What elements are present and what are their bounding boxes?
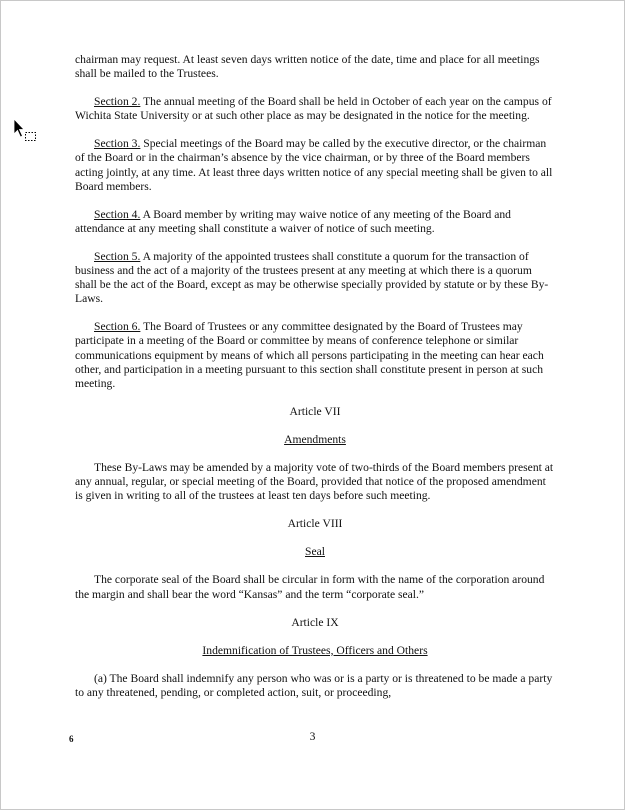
- document-body: [75, 53, 555, 700]
- article-8-subtitle-wrap: [75, 545, 555, 559]
- section-2-heading: Section 2.: [94, 95, 141, 109]
- article-8-title: Article VIII: [287, 517, 343, 531]
- page-number: 3: [309, 730, 316, 743]
- section-4-paragraph: [75, 208, 555, 236]
- article-9-title: Article IX: [291, 615, 339, 629]
- article-7-subtitle-wrap: [75, 433, 555, 447]
- section-3-heading: Section 3.: [94, 137, 141, 151]
- article-9-subtitle-wrap: [75, 644, 555, 658]
- section-2-paragraph: [75, 95, 555, 123]
- mouse-cursor-icon: [13, 118, 41, 144]
- section-5-heading: Section 5.: [94, 249, 141, 263]
- section-2-text: The annual meeting of the Board shall be held in October of each year on the campus of Wichita State University or at such other place as may be designated in the notice for the meeting.: [75, 95, 552, 123]
- article-9-subtitle: Indemnification of Trustees, Officers and Others: [202, 643, 428, 657]
- section-4-text: A Board member by writing may waive notice of any meeting of the Board and attendance at any meeting shall constitute a waiver of notice of such meeting.: [75, 207, 511, 235]
- section-6-paragraph: [75, 320, 555, 390]
- section-3-paragraph: [75, 137, 555, 193]
- article-8-paragraph: The corporate seal of the Board shall be circular in form with the name of the corporation around the margin and shall bear the word “Kansas” and the term “corporate seal.”: [75, 573, 545, 601]
- section-3-text: Special meetings of the Board may be called by the executive director, or the chairman of the Board or in the chairman’s absence by the vice chairman, or by three of the Board members acting jointly, at any time. At least three days written notice of any special meeting shall be given to all Board members.: [75, 137, 553, 193]
- section-6-heading: Section 6.: [94, 320, 141, 334]
- section-4-heading: Section 4.: [94, 207, 141, 221]
- left-margin-marker: 6: [69, 734, 74, 744]
- article-7-paragraph: These By-Laws may be amended by a majority vote of two-thirds of the Board members present at any annual, regular, or special meeting of the Board, provided that notice of the proposed amendment is given in writing to all of the trustees at least ten days before such meeting.: [75, 460, 554, 503]
- section-5-paragraph: [75, 250, 555, 306]
- article-9-paragraph: (a) The Board shall indemnify any person who was or is a party or is threatened to be made a party to any threatened, pending, or completed action, suit, or proceeding,: [75, 671, 553, 699]
- article-8-subtitle: Seal: [305, 545, 325, 559]
- article-7-title: Article VII: [289, 404, 341, 418]
- section-5-text: A majority of the appointed trustees shall constitute a quorum for the transaction of business and the act of a majority of the trustees present at any meeting at which there is a quorum shall be the act of the Board, except as may be otherwise specially provided by statute or by these By-Laws.: [75, 249, 549, 306]
- opening-paragraph: chairman may request. At least seven days written notice of the date, time and place for all meetings shall be mailed to the Trustees.: [75, 53, 540, 81]
- article-7-subtitle: Amendments: [284, 432, 346, 446]
- section-6-text: The Board of Trustees or any committee designated by the Board of Trustees may participate in a meeting of the Board or committee by means of conference telephone or similar communications equipment by means of which all persons participating in the meeting can hear each other, and participation in a meeting pursuant to this section shall constitute present in person at such meeting.: [75, 320, 544, 390]
